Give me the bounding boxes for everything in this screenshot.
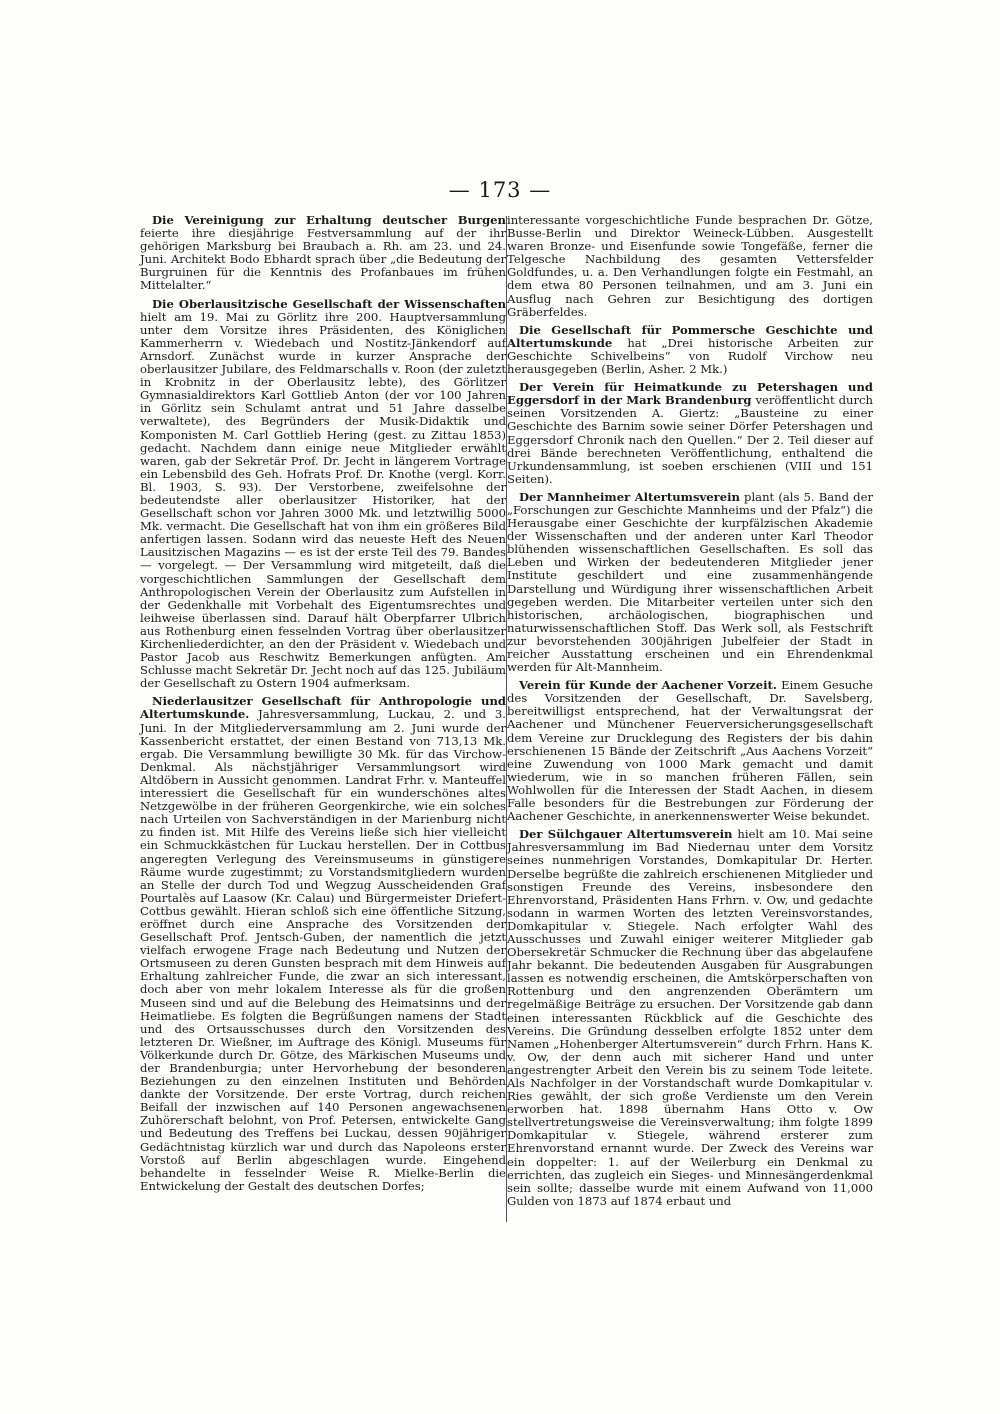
entry-pommern: [507, 324, 873, 376]
entry-heading: Die Gesellschaft für Pommersche Geschichte und Altertumskunde: [507, 322, 873, 350]
entry-text: hat „Drei historische Arbeiten zur Geschichte Schivelbeins“ von Rudolf Virchow neu herausgegeben (Berlin, Asher. 2 Mk.): [507, 335, 873, 377]
entry-heading: Der Mannheimer Altertumsverein: [519, 489, 740, 504]
entry-heading: Der Verein für Heimatkunde zu Petershagen und Eggersdorf in der Mark Brandenburg: [507, 380, 873, 408]
entry-heading: Die Vereinigung zur Erhaltung deutscher Burgen: [152, 213, 506, 227]
entry-burgen: [140, 214, 506, 293]
entry-heading: Der Sülchgauer Altertumsverein: [519, 827, 733, 842]
entry-suelchgau: [507, 828, 873, 1208]
entry-text: veröffentlicht durch seinen Vorsitzenden A. Giertz: „Bausteine zu einer Geschichte des Barnim sowie seiner Dörfer Petershagen und Eggersdorf Chronik nach den Quellen.“ Der 2. Teil dieser auf drei Bände berechneten Veröffentlichung, enthaltend die Urkundensammlung, ist soeben erschienen (VIII und 151 Seiten).: [507, 393, 873, 486]
entry-oberlausitz: [140, 298, 506, 691]
entry-petershagen: [507, 381, 873, 486]
entry-text: hielt am 10. Mai seine Jahresversammlung im Bad Niedernau unter dem Vorsitz seines nunmehrigen Vorstandes, Domkapitular Dr. Herter. Derselbe begrüßte die zahlreich erschienenen Mitglieder und sonstigen Freunde des Vereins, insbesondere den Ehrenvorstand, Präsidenten Hans Frhrn. v. Ow, und gedachte sodann in warmen Worten des letzten Vereinsvorstandes, Domkapitular v. Stiegele. Nach erfolgter Wahl des Ausschusses und Zuwahl einiger weiterer Mitglieder gab Obersekretär Schmucker die Rechnung über das abgelaufene Jahr bekannt. Die bedeutenden Ausgaben für Ausgrabungen lassen es notwendig erscheinen, die Amtskörperschaften von Rottenburg und den angrenzenden Oberämtern um regelmäßige Beiträge zu ersuchen. Der Vorsitzende gab dann einen interessanten Rückblick auf die Geschichte des Vereins. Die Gründung desselben erfolgte 1852 unter dem Namen „Hohenberger Altertumsverein“ durch Frhrn. Hans K. v. Ow, der denn auch mit sicherer Hand und unter angestrengter Arbeit den Verein bis zu seinem Tode leitete. Als Nachfolger in der Vorstandschaft wurde Domkapitular v. Ries gewählt, der sich große Verdienste um den Verein erworben hat. 1898 übernahm Hans Otto v. Ow stellvertretungsweise die Vereinsverwaltung; ihm folgte 1899 Domkapitular v. Stiegele, während ersterer zum Ehrenvorstand ernannt wurde. Der Zweck des Vereins war ein doppelter: 1. auf der Weilerburg ein Denkmal zu errichten, das zugleich ein Sieges- und Minnesängerdenkmal sein sollte; dasselbe wurde mit einem Aufwand von 11,000 Gulden von 1873 auf 1874 erbaut und: [507, 827, 874, 1208]
entry-text: interessante vorgeschichtliche Funde besprachen Dr. Götze, Busse-Berlin und Direktor Weineck-Lübben. Ausgestellt waren Bronze- und Eisenfunde sowie Tongefäße, ferner die Telgesche Nachbildung des gesamten Vettersfelder Goldfundes, u. a. Den Verhandlungen folgte ein Festmahl, an dem etwa 80 Personen teilnahmen, und am 3. Juni ein Ausflug nach Gehren zur Besichtigung des dortigen Gräberfeldes.: [507, 213, 873, 319]
entry-heading: Niederlausitzer Gesellschaft für Anthropologie und Altertumskunde.: [140, 694, 506, 722]
entry-continuation: [507, 214, 873, 319]
entry-text: Jahresversammlung, Luckau, 2. und 3. Juni. In der Mitgliederversammlung am 2. Juni wurde der Kassenbericht erstattet, der einen Bestand von 713,13 Mk. ergab. Die Versammlung bewilligte 30 Mk. für das Virchow-Denkmal. Als nächstjähriger Versammlungsort wird Altdöbern in Aussicht genommen. Landrat Frhr. v. Manteuffel interessiert die Gesellschaft für ein wunderschönes altes Netzgewölbe in der früheren Georgenkirche, wie ein solches nach Urteilen von Sachverständigen in der Marienburg nicht zu finden ist. Mit Hilfe des Vereins ließe sich hier vielleicht ein Schmuckkästchen für Luckau herstellen. Der in Cottbus angeregten Verlegung des Vereinsmuseums in günstigere Räume wurde zugestimmt; zu Vorstandsmitgliedern wurden an Stelle der durch Tod und Wegzug Ausscheidenden Graf Pourtalès auf Laasow (Kr. Calau) und Bürgermeister Driefert-Cottbus gewählt. Hieran schloß sich eine öffentliche Sitzung, eröffnet durch eine Ansprache des Vorsitzenden der Gesellschaft Prof. Jentsch-Guben, der namentlich die jetzt vielfach erwogene Frage nach Bedeutung und Nutzen der Ortsmuseen zu deren Gunsten besprach mit dem Hinweis auf Erhaltung zahlreicher Funde, die zwar an sich interessant, doch aber von mehr lokalem Interesse als für die großen Museen sind und auf die Belebung des Heimatsinns und der Heimatliebe. Es folgten die Begrüßungen namens der Stadt und des Ortsausschusses durch den Vorsitzenden des letzteren Dr. Wießner, im Auftrage des Königl. Museums für Völkerkunde durch Dr. Götze, des Märkischen Museums und der Brandenburgia; unter Hervorhebung der besonderen Beziehungen zu den einzelnen Instituten und Behörden dankte der Vorsitzende. Der erste Vortrag, durch reichen Beifall der inzwischen auf 140 Personen angewachsenen Zuhörerschaft belohnt, von Prof. Petersen, entwickelte Gang und Bedeutung des Treffens bei Luckau, dessen 90jähriger Gedächtnistag kürzlich war und durch das Napoleons erster Vorstoß auf Berlin abgeschlagen wurde. Eingehend behandelte in fesselnder Weise R. Mielke-Berlin die Entwickelung der Gestalt des deutschen Dorfes;: [140, 707, 506, 1193]
entry-text: feierte ihre diesjährige Festversammlung auf der ihr gehörigen Marksburg bei Braubach a. Rh. am 23. und 24. Juni. Architekt Bodo Ebhardt sprach über „die Bedeutung der Burgruinen für die Kenntnis des Profanbaues im frühen Mittelalter.“: [140, 226, 506, 293]
page-number: — 173 —: [448, 178, 552, 202]
entry-aachen: [507, 679, 873, 823]
entry-heading: Verein für Kunde der Aachener Vorzeit.: [519, 678, 777, 693]
entry-text: plant (als 5. Band der „Forschungen zur Geschichte Mannheims und der Pfalz“) die Herausgabe einer Geschichte der kurpfälzischen Akademie der Wissenschaften und der anderen unter Karl Theodor blühenden wissenschaftlichen Gesellschaften. Es soll das Leben und Wirken der bedeutenderen Mitglieder jener Institute geschildert und eine zusammenhängende Darstellung und Würdigung ihrer wissenschaftlichen Arbeit gegeben werden. Die Mitarbeiter verteilen unter sich den historischen, archäologischen, biographischen und naturwissenschaftlichen Stoff. Das Werk soll, als Festschrift zur bevorstehenden 300jährigen Jubelfeier der Stadt in reicher Ausstattung erscheinen und ein Ehrendenkmal werden für Alt-Mannheim.: [507, 489, 873, 675]
left-column: [140, 214, 506, 1198]
entry-mannheim: [507, 491, 873, 674]
entry-text: Einem Gesuche des Vorsitzenden der Gesellschaft, Dr. Savelsberg, bereitwilligst entsprechend, hat der Verwaltungsrat der Aachener und Münchener Feuerversicherungsgesellschaft dem Vereine zur Drucklegung des Registers der bis dahin erschienenen 15 Bände der Zeitschrift „Aus Aachens Vorzeit“ eine Zuwendung von 1000 Mark gemacht und damit wiederum, wie in so manchen früheren Fällen, sein Wohlwollen für die Interessen der Stadt Aachen, in diesem Falle besonders für die Bestrebungen zur Förderung der Aachener Geschichte, in anerkennenswerter Weise bekundet.: [507, 678, 874, 824]
entry-niederlausitz: [140, 695, 506, 1193]
right-column: [507, 214, 873, 1213]
entry-text: hielt am 19. Mai zu Görlitz ihre 200. Hauptversammlung unter dem Vorsitze ihres Präsidenten, des Königlichen Kammerherrn v. Wiedebach und Nostitz-Jänkendorf auf Arnsdorf. Zunächst wurde in kurzer Ansprache der oberlausitzer Jubilare, des Feldmarschalls v. Roon (der zuletzt in Krobnitz in der Oberlausitz lebte), des Görlitzer Gymnasialdirektors Karl Gottlieb Anton (der vor 100 Jahren in Görlitz sein Schulamt antrat und 51 Jahre dasselbe verwaltete), des Begründers der Musik-Didaktik und Komponisten M. Carl Gottlieb Hering (gest. zu Zittau 1853) gedacht. Nachdem dann einige neue Mitglieder erwählt waren, gab der Sekretär Prof. Dr. Jecht in längerem Vortrage ein Lebensbild des Geh. Hofrats Prof. Dr. Knothe (vergl. Korr. Bl. 1903, S. 93). Der Verstorbene, zweifelsohne der bedeutendste aller oberlausitzer Historiker, hat der Gesellschaft schon vor Jahren 3000 Mk. und letztwillig 5000 Mk. vermacht. Die Gesellschaft hat von ihm ein größeres Bild anfertigen lassen. Sodann wird das neueste Heft des Neuen Lausitzischen Magazins — es ist der erste Teil des 79. Bandes — vorgelegt. — Der Versammlung wird mitgeteilt, daß die vorgeschichtlichen Sammlungen der Gesellschaft dem Anthropologischen Verein der Oberlausitz zum Aufstellen in der Gedenkhalle mit Vorbehalt des Eigentumsrechtes und leihweise überlassen sind. Darauf hält Oberpfarrer Ulbrich aus Rothenburg einen fesselnden Vortrag über oberlausitzer Kirchenliederdichter, an den der Präsident v. Wiedebach und Pastor Jacob aus Reschwitz Bemerkungen anfügten. Am Schlusse macht Sekretär Dr. Jecht noch auf das 125. Jubiläum der Gesellschaft zu Ostern 1904 aufmerksam.: [140, 309, 506, 691]
entry-heading: Die Oberlausitzische Gesellschaft der Wissenschaften: [152, 296, 506, 311]
